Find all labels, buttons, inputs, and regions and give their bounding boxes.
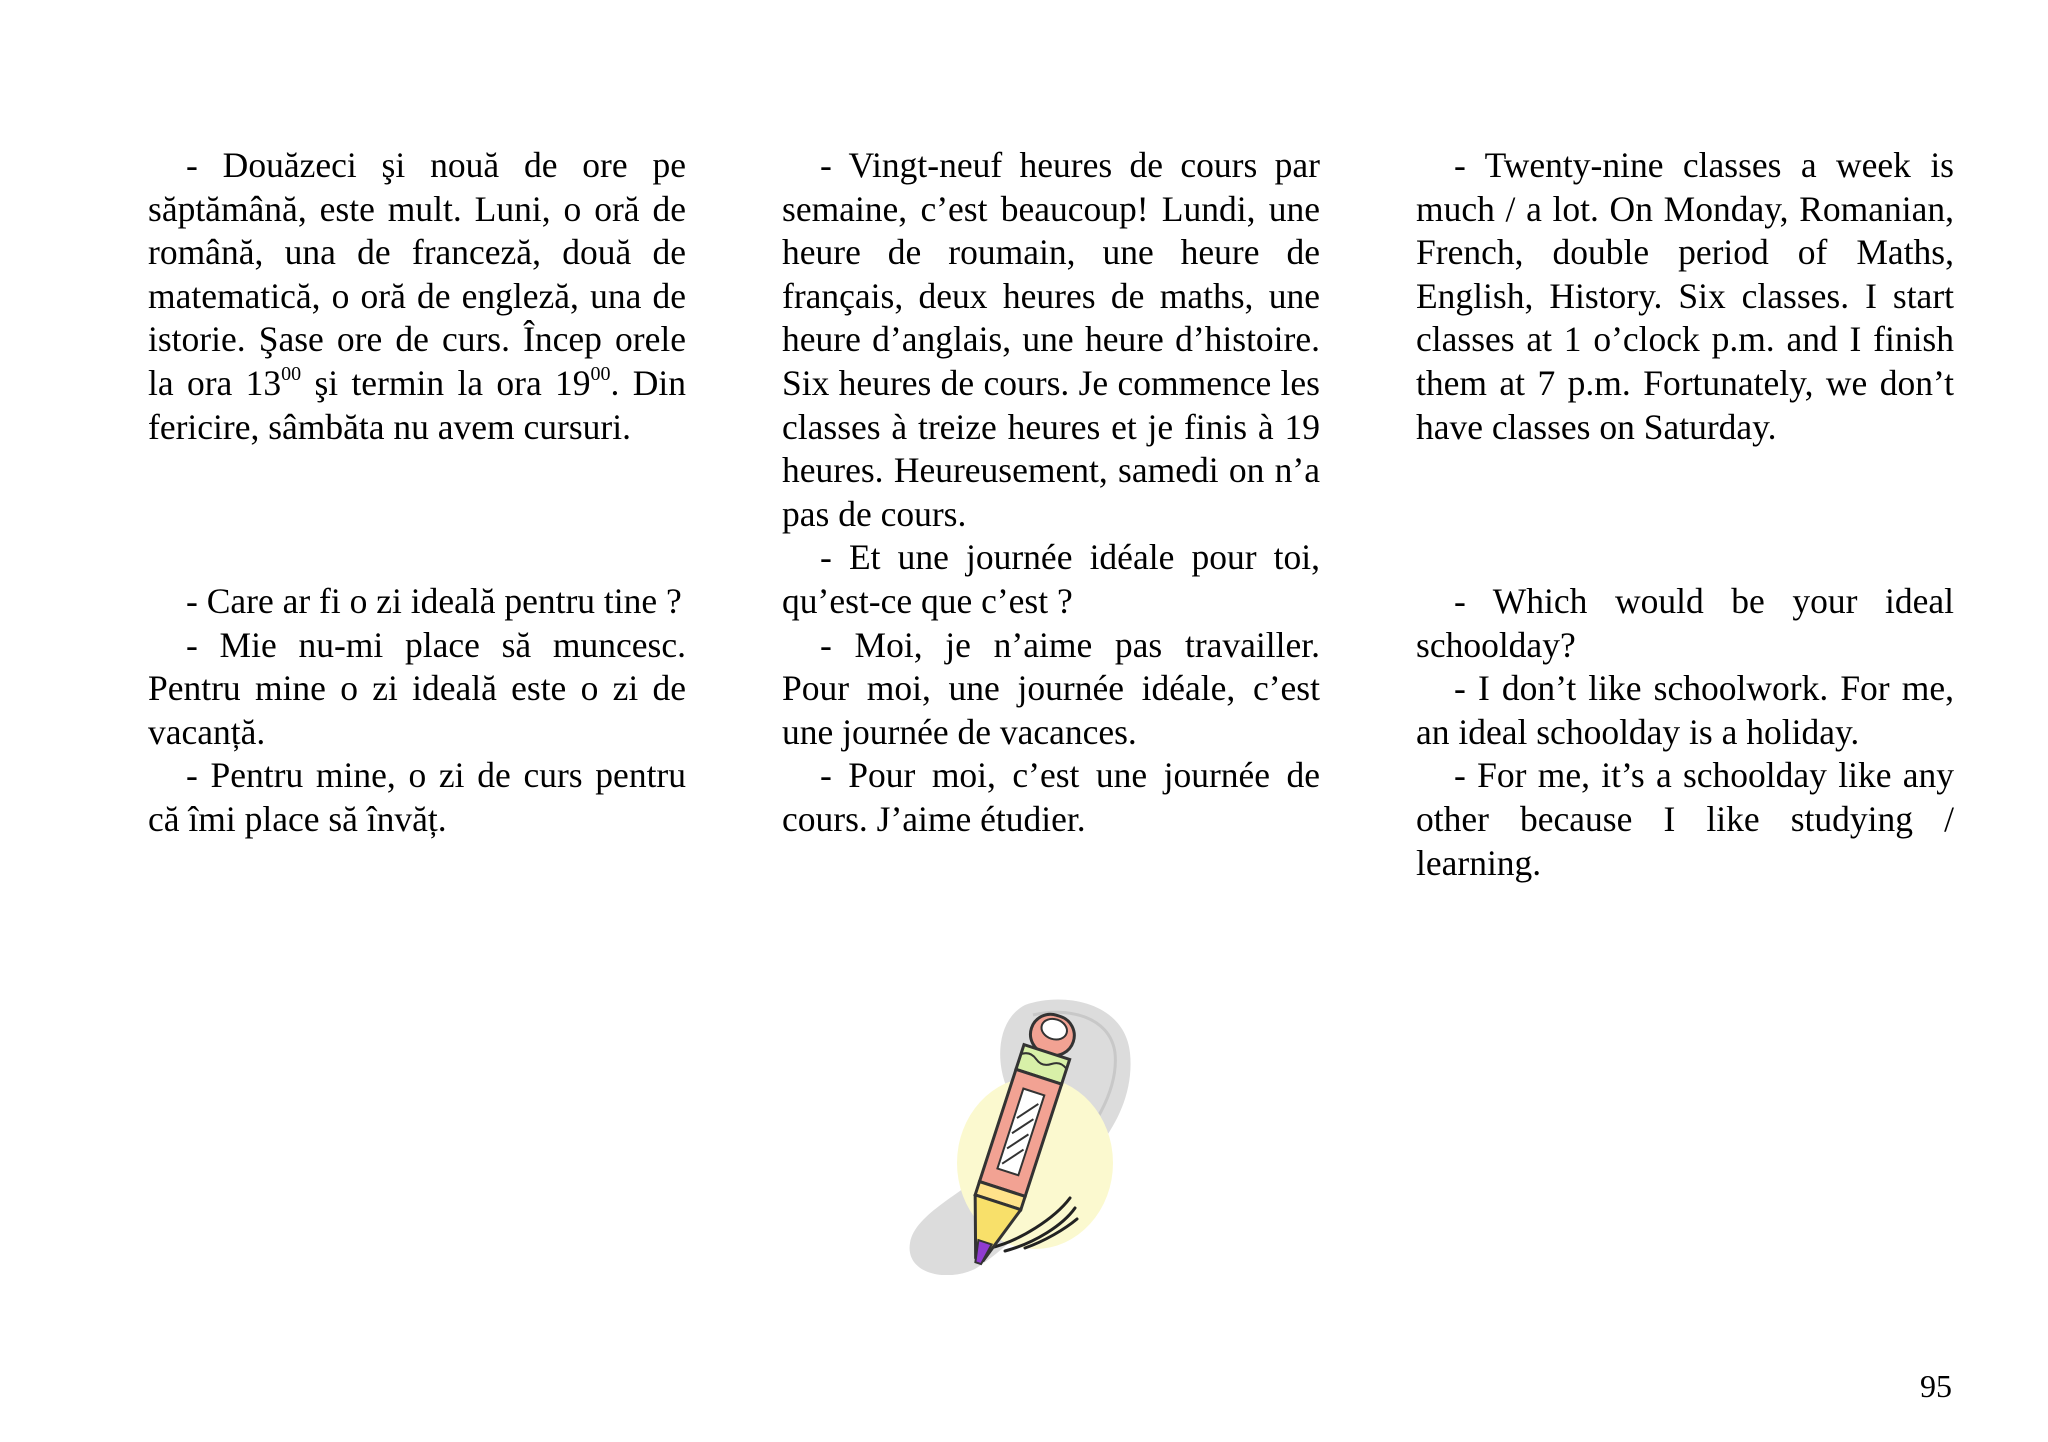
en-paragraph-2: - Which would be your ideal schoolday? [1416,581,1954,665]
ro-superscript-start: 00 [281,363,302,386]
ro-paragraph-2: - Care ar fi o zi ideală pentru tine ? [186,581,682,621]
ro-paragraph-1-part-b: şi termin la ora 19 [301,362,591,403]
en-paragraph-1: - Twenty-nine classes a week is much / a lot. On Monday, Romanian, French, double period of Maths, English, History. Six classes. I start classes at 1 o’clock p.m. and I finish them at 7 p.m. Fortunately, we don’t have classes on Saturday. [1416,145,1954,447]
fr-paragraph-2: - Et une journée idéale pour toi, qu’est-ce que c’est ? [782,537,1320,621]
en-paragraph-4: - For me, it’s a schoolday like any other because I like studying / learning. [1416,755,1954,883]
ro-paragraph-1-part-a: - Douăzeci şi nouă de ore pe săptămână, este mult. Luni, o oră de română, una de franceză, două de matematică, o oră de engleză, una de istorie. Şase ore de curs. Încep orele la ora 13 [148,145,686,403]
ro-paragraph-4: - Pentru mine, o zi de curs pentru că îmi place să învăț. [148,755,686,839]
ro-paragraph-1 [148,144,686,449]
fr-paragraph-1: - Vingt-neuf heures de cours par semaine, c’est beaucoup! Lundi, une heure de roumain, une heure de français, deux heures de maths, une heure d’anglais, une heure d’histoire. Six heures de cours. Je commence les classes à treize heures et je finis à 19 heures. Heureusement, samedi on n’a pas de cours. [782,145,1320,534]
column-romanian [148,144,686,839]
page-number: 95 [1920,1368,1952,1404]
fr-paragraph-3: - Moi, je n’aime pas travailler. Pour moi, une journée idéale, c’est une journée de vacances. [782,624,1320,752]
en-dialogue-block [1416,580,1954,885]
pencil-icon [905,993,1137,1275]
ro-superscript-end: 00 [590,363,611,386]
column-english [1416,144,1954,883]
ro-paragraph-1-part-c: . Din fericire, sâmbăta nu avem cursuri. [148,362,686,447]
ro-paragraph-3: - Mie nu-mi place să muncesc. Pentru mine o zi ideală este o zi de vacanță. [148,624,686,752]
fr-paragraph-4: - Pour moi, c’est une journée de cours. J’aime étudier. [782,755,1320,839]
column-french [782,144,1320,842]
ro-dialogue-block [148,580,686,842]
en-paragraph-3: - I don’t like schoolwork. For me, an ideal schoolday is a holiday. [1416,668,1954,752]
